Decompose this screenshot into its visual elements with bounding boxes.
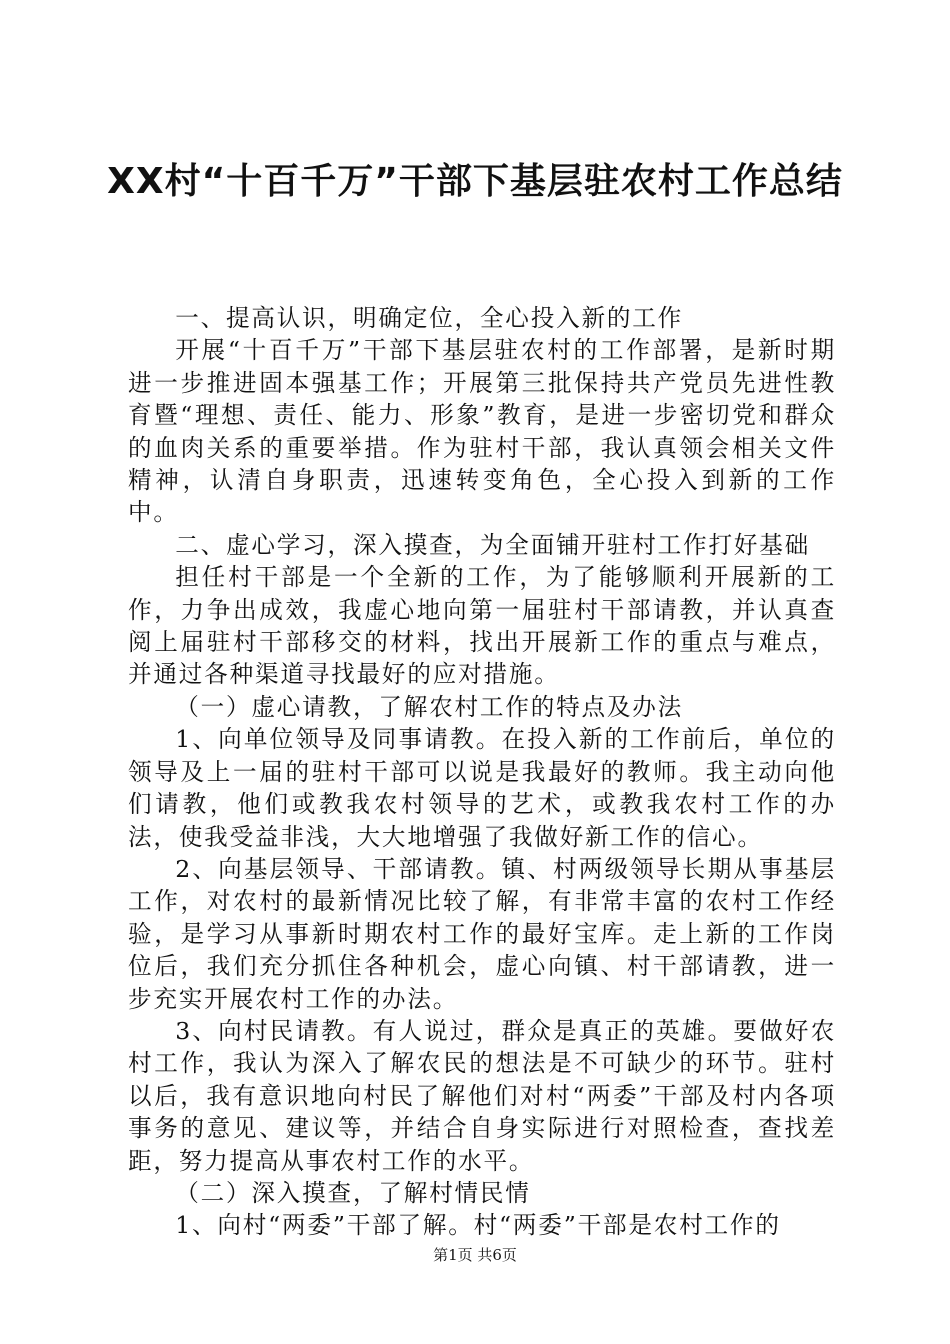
section-heading-1: 一、提高认识，明确定位，全心投入新的工作 <box>175 304 684 332</box>
section-heading-2: 二、虚心学习，深入摸查，为全面铺开驻村工作打好基础 <box>175 530 811 559</box>
paragraph: 担任村干部是一个全新的工作，为了能够顺利开展新的工作，力争出成效，我虚心地向第一届驻村干部请教，并认真查阅上届驻村干部移交的材料，找出开展新工作的重点与难点，并通过各种渠道寻找最好的应对措施。 <box>128 563 836 689</box>
subsection-heading-1: （一）虚心请教，了解农村工作的特点及办法 <box>175 692 684 721</box>
paragraph: 开展“十百千万”干部下基层驻农村的工作部署，是新时期进一步推进固本强基工作；开展第三批保持共产党员先进性教育暨“理想、责任、能力、形象”教育，是进一步密切党和群众的血肉关系的重要举措。作为驻村干部，我认真领会相关文件精神，认清自身职责，迅速转变角色，全心投入到新的工作中。 <box>128 336 836 527</box>
paragraph: 1、向村“两委”干部了解。村“两委”干部是农村工作的 <box>175 1211 781 1240</box>
document-body <box>128 302 836 1242</box>
page-footer: 第1页 共6页 <box>433 1246 517 1264</box>
paragraph: 1、向单位领导及同事请教。在投入新的工作前后，单位的领导及上一届的驻村干部可以说是我最好的教师。我主动向他们请教，他们或教我农村领导的艺术，或教我农村工作的办法，使我受益非浅，大大地增强了我做好新工作的信心。 <box>128 725 836 851</box>
paragraph: 3、向村民请教。有人说过，群众是真正的英雄。要做好农村工作，我认为深入了解农民的想法是不可缺少的环节。驻村以后，我有意识地向村民了解他们对村“两委”干部及村内各项事务的意见、建议等，并结合自身实际进行对照检查，查找差距，努力提高从事农村工作的水平。 <box>128 1016 836 1175</box>
document-title: XX村“十百千万”干部下基层驻农村工作总结 <box>107 161 843 202</box>
subsection-heading-2: （二）深入摸查，了解村情民情 <box>175 1178 531 1207</box>
paragraph: 2、向基层领导、干部请教。镇、村两级领导长期从事基层工作，对农村的最新情况比较了解，有非常丰富的农村工作经验，是学习从事新时期农村工作的最好宝库。走上新的工作岗位后，我们充分抓住各种机会，虚心向镇、村干部请教，进一步充实开展农村工作的办法。 <box>128 854 836 1013</box>
